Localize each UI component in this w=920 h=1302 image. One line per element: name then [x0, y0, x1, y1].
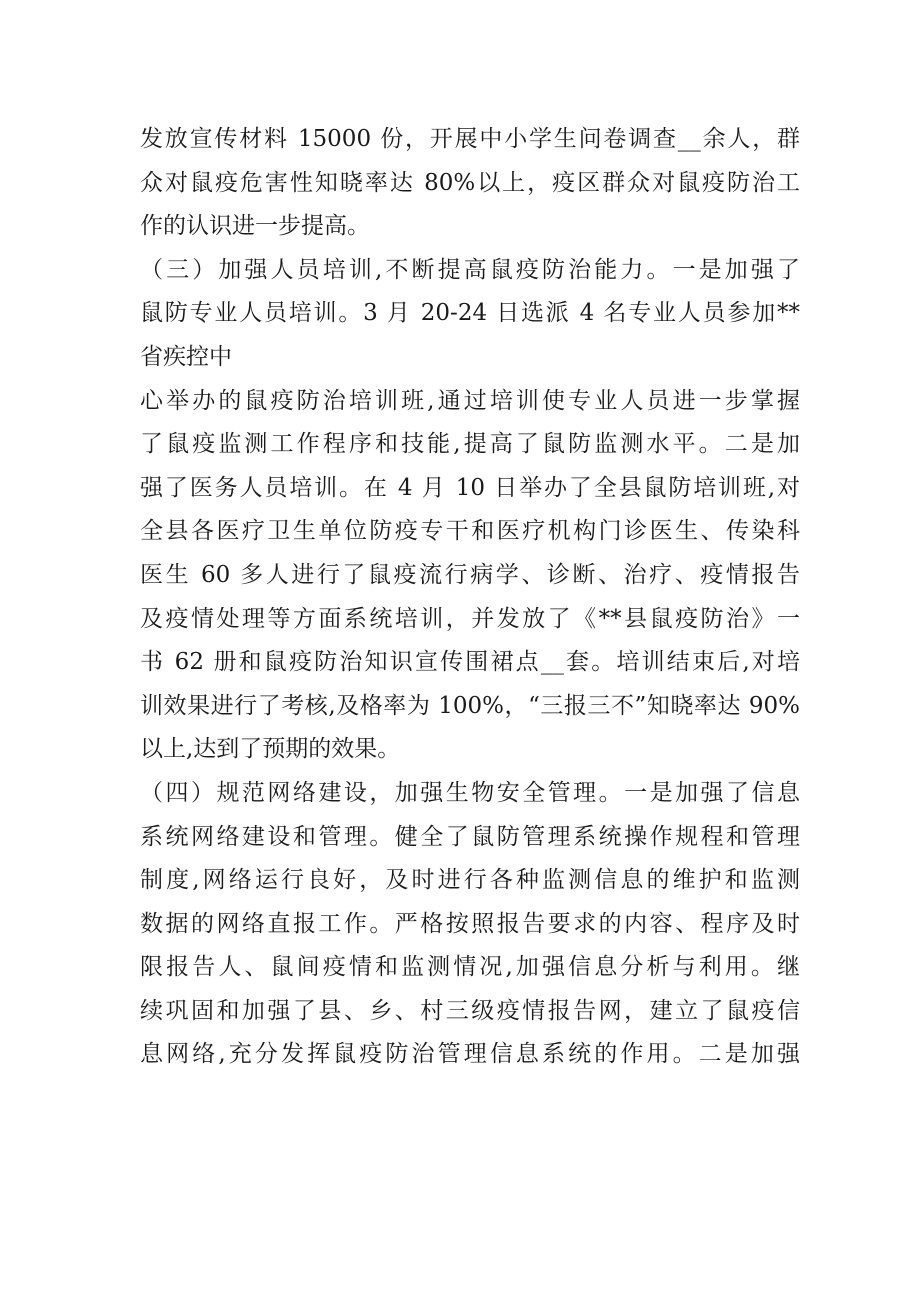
text-line: 了鼠疫监测工作程序和技能,提高了鼠防监测水平。二是加: [140, 431, 800, 458]
text-line: 数据的网络直报工作。严格按照报告要求的内容、程序及时: [140, 910, 800, 937]
text-line: 系统网络建设和管理。健全了鼠防管理系统操作规程和管理: [140, 823, 800, 850]
text-line: 书 62 册和鼠疫防治知识宣传围裙点__套。培训结束后,对培: [140, 649, 800, 676]
text-line: 发放宣传材料 15000 份，开展中小学生问卷调查__余人，群: [140, 126, 800, 152]
text-line: 鼠防专业人员培训。3 月 20-24 日选派 4 名专业人员参加**: [140, 300, 800, 327]
text-line: 续巩固和加强了县、乡、村三级疫情报告网，建立了鼠疫信: [140, 997, 800, 1024]
text-line: 训效果进行了考核,及格率为 100%，“三报三不”知晓率达 90%: [140, 692, 800, 719]
text-line: 作的认识进一步提高。: [140, 213, 370, 240]
text-line: 全县各医疗卫生单位防疫专干和医疗机构门诊医生、传染科: [140, 518, 800, 545]
section-heading-line: （三）加强人员培训,不断提高鼠疫防治能力。一是加强了: [140, 256, 800, 283]
text-line: 强了医务人员培训。在 4 月 10 日举办了全县鼠防培训班,对: [140, 474, 800, 501]
text-line: 医生 60 多人进行了鼠疫流行病学、诊断、治疗、疫情报告: [140, 561, 800, 588]
text-line: 心举办的鼠疫防治培训班,通过培训使专业人员进一步掌握: [140, 387, 800, 414]
text-line: 以上,达到了预期的效果。: [140, 736, 401, 763]
text-line: 息网络,充分发挥鼠疫防治管理信息系统的作用。二是加强: [140, 1041, 800, 1068]
text-line: 省疾控中: [140, 343, 232, 370]
text-line: 制度,网络运行良好，及时进行各种监测信息的维护和监测: [140, 867, 800, 894]
document-body: [140, 118, 800, 1077]
text-line: 众对鼠疫危害性知晓率达 80%以上，疫区群众对鼠疫防治工: [140, 169, 800, 196]
text-line: 限报告人、鼠间疫情和监测情况,加强信息分析与利用。继: [140, 954, 800, 981]
text-line: 及疫情处理等方面系统培训，并发放了《**县鼠疫防治》一: [140, 605, 800, 632]
section-heading-line: （四）规范网络建设，加强生物安全管理。一是加强了信息: [140, 779, 800, 806]
